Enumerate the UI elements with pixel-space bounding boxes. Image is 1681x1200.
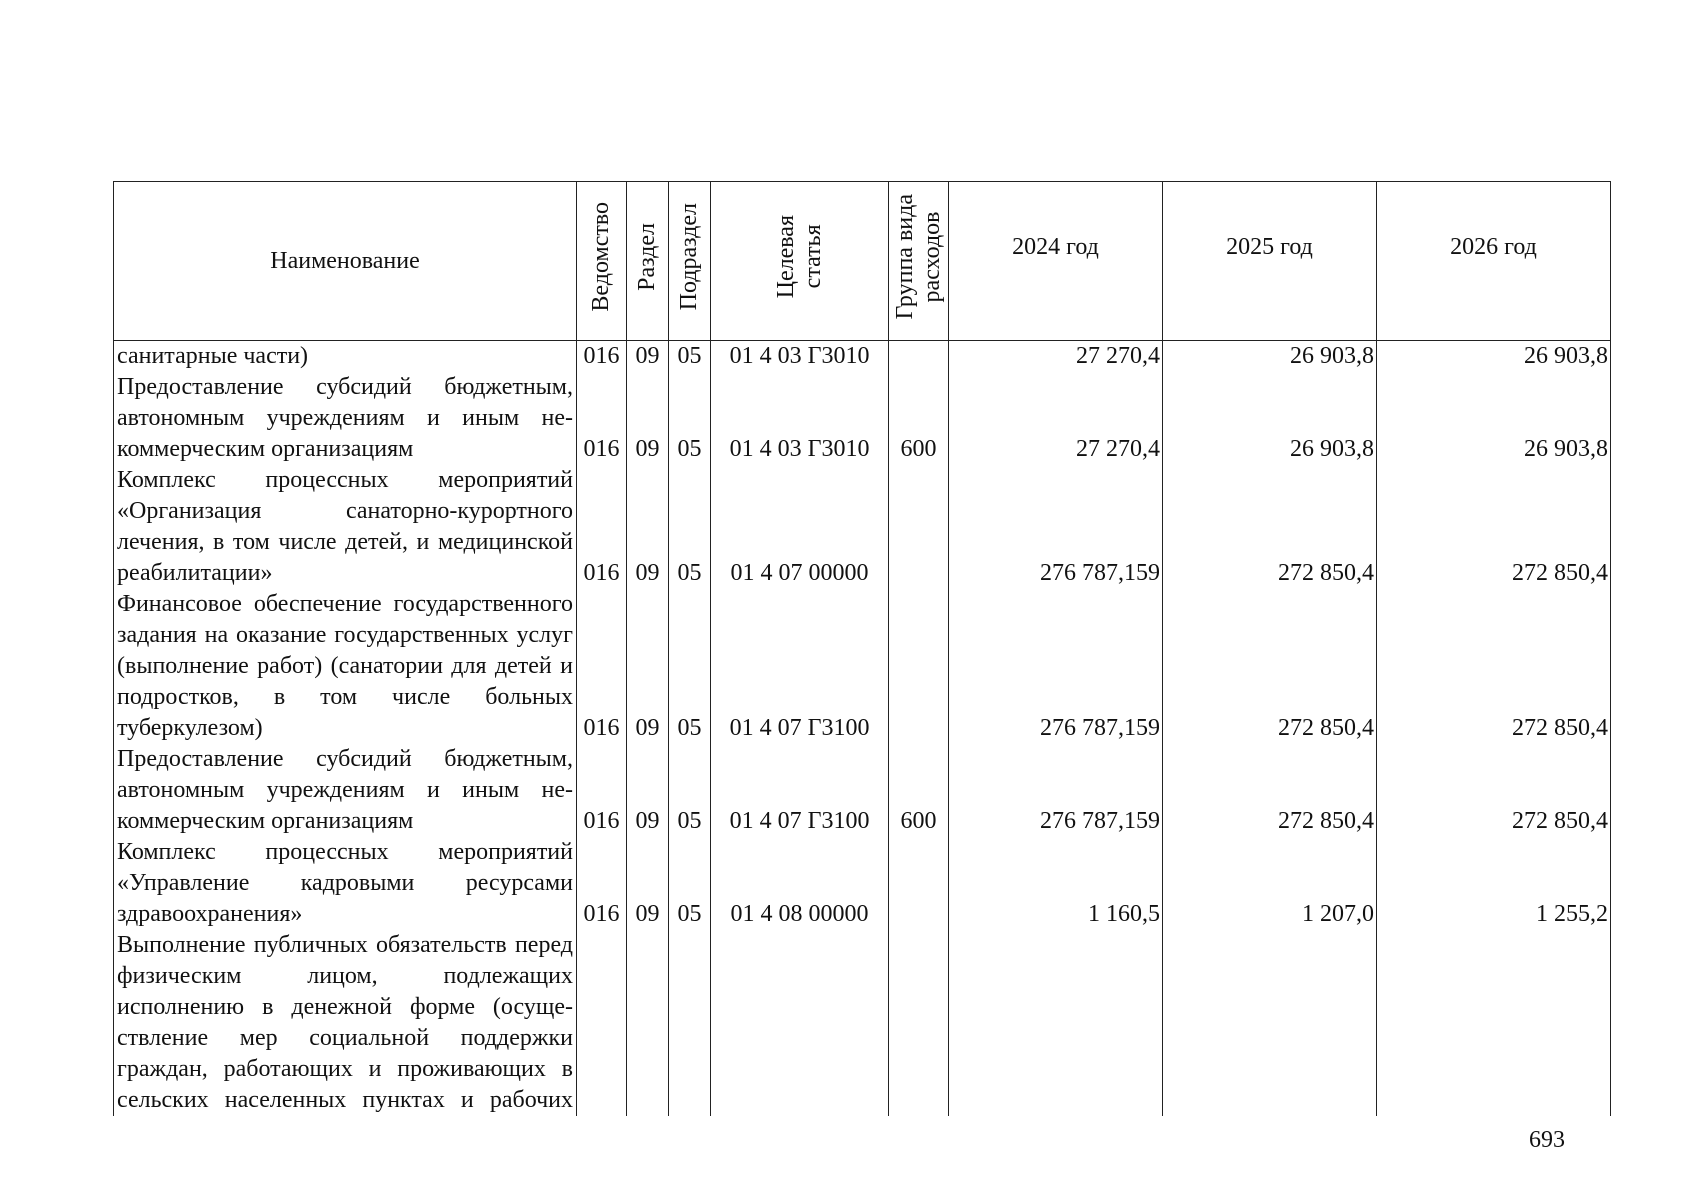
row-name: Выполнение публичных обязательств перед физическим лицом, подлежащих исполнению в денежной форме (осуществление мер социальной поддержки граждан, работающих и проживающих в сельских населенных пунктах и рабочих: [114, 930, 577, 1116]
header-year-2024: 2024 год: [949, 182, 1163, 341]
table-row: [114, 837, 1611, 930]
row-razdel: 09: [627, 744, 669, 837]
row-name: Предоставление субсидий бюджетным, автономным учреждениям и иным некоммерческим организациям: [114, 744, 577, 837]
row-celevaya-statya: 01 4 08 00000: [711, 837, 889, 930]
row-razdel: [627, 930, 669, 1116]
row-value-2024: 1 160,5: [949, 837, 1163, 930]
budget-table-sheet: [113, 181, 1610, 1111]
table-body: [114, 341, 1611, 1117]
row-gruppa: 600: [889, 744, 949, 837]
row-value-2026: 26 903,8: [1377, 341, 1611, 373]
row-vedomstvo: 016: [577, 465, 627, 589]
row-celevaya-statya: 01 4 07 Г3100: [711, 589, 889, 744]
row-podrazdel: [669, 930, 711, 1116]
header-gruppa-vida-rashodov: Группа вида расходов: [889, 182, 949, 341]
row-celevaya-statya: 01 4 07 00000: [711, 465, 889, 589]
row-razdel: 09: [627, 341, 669, 373]
row-celevaya-statya: 01 4 07 Г3100: [711, 744, 889, 837]
row-value-2025: 272 850,4: [1163, 744, 1377, 837]
row-razdel: 09: [627, 465, 669, 589]
row-name: санитарные части): [114, 341, 577, 373]
row-value-2026: 1 255,2: [1377, 837, 1611, 930]
row-value-2024: 276 787,159: [949, 589, 1163, 744]
row-vedomstvo: 016: [577, 589, 627, 744]
row-razdel: 09: [627, 837, 669, 930]
row-value-2024: [949, 930, 1163, 1116]
header-year-2025: 2025 год: [1163, 182, 1377, 341]
row-podrazdel: 05: [669, 372, 711, 465]
row-value-2024: 276 787,159: [949, 744, 1163, 837]
row-vedomstvo: 016: [577, 837, 627, 930]
table-row: [114, 341, 1611, 373]
row-gruppa: 600: [889, 372, 949, 465]
row-value-2026: 272 850,4: [1377, 744, 1611, 837]
row-value-2025: 26 903,8: [1163, 372, 1377, 465]
header-razdel: Раздел: [627, 182, 669, 341]
row-name: Комплекс процессных мероприятий «Управление кадровыми ресурсами здравоохранения»: [114, 837, 577, 930]
row-razdel: 09: [627, 372, 669, 465]
row-value-2025: 1 207,0: [1163, 837, 1377, 930]
row-value-2025: 272 850,4: [1163, 589, 1377, 744]
header-year-2026: 2026 год: [1377, 182, 1611, 341]
row-podrazdel: 05: [669, 341, 711, 373]
row-podrazdel: 05: [669, 589, 711, 744]
row-value-2024: 276 787,159: [949, 465, 1163, 589]
row-podrazdel: 05: [669, 837, 711, 930]
table-row: [114, 744, 1611, 837]
row-gruppa: [889, 930, 949, 1116]
budget-table: [113, 181, 1611, 1116]
row-name: Комплекс процессных мероприятий «Организация санаторно-курортного лечения, в том числе детей, и медицинской реабилитации»: [114, 465, 577, 589]
row-value-2025: [1163, 930, 1377, 1116]
row-value-2025: 272 850,4: [1163, 465, 1377, 589]
row-name: Финансовое обеспечение государственного задания на оказание государственных услуг (выполнение работ) (санатории для детей и подростков, в том числе больных туберкулезом): [114, 589, 577, 744]
row-value-2025: 26 903,8: [1163, 341, 1377, 373]
header-podrazdel: Подраздел: [669, 182, 711, 341]
row-gruppa: [889, 341, 949, 373]
row-vedomstvo: 016: [577, 341, 627, 373]
row-value-2024: 27 270,4: [949, 372, 1163, 465]
table-row: [114, 372, 1611, 465]
row-celevaya-statya: [711, 930, 889, 1116]
table-row: [114, 930, 1611, 1116]
row-value-2026: [1377, 930, 1611, 1116]
page-number: 693: [1529, 1127, 1565, 1153]
row-value-2026: 26 903,8: [1377, 372, 1611, 465]
row-vedomstvo: [577, 930, 627, 1116]
row-value-2026: 272 850,4: [1377, 465, 1611, 589]
row-vedomstvo: 016: [577, 744, 627, 837]
row-gruppa: [889, 589, 949, 744]
header-celevaya-statya: Целевая статья: [711, 182, 889, 341]
row-value-2024: 27 270,4: [949, 341, 1163, 373]
row-gruppa: [889, 465, 949, 589]
table-row: [114, 465, 1611, 589]
header-name: Наименование: [114, 182, 577, 341]
header-vedomstvo: Ведомство: [577, 182, 627, 341]
row-name: Предоставление субсидий бюджетным, автономным учреждениям и иным некоммерческим организациям: [114, 372, 577, 465]
row-celevaya-statya: 01 4 03 Г3010: [711, 341, 889, 373]
row-razdel: 09: [627, 589, 669, 744]
row-vedomstvo: 016: [577, 372, 627, 465]
row-podrazdel: 05: [669, 465, 711, 589]
row-value-2026: 272 850,4: [1377, 589, 1611, 744]
table-row: [114, 589, 1611, 744]
row-celevaya-statya: 01 4 03 Г3010: [711, 372, 889, 465]
row-gruppa: [889, 837, 949, 930]
row-podrazdel: 05: [669, 744, 711, 837]
table-header: [114, 182, 1611, 341]
